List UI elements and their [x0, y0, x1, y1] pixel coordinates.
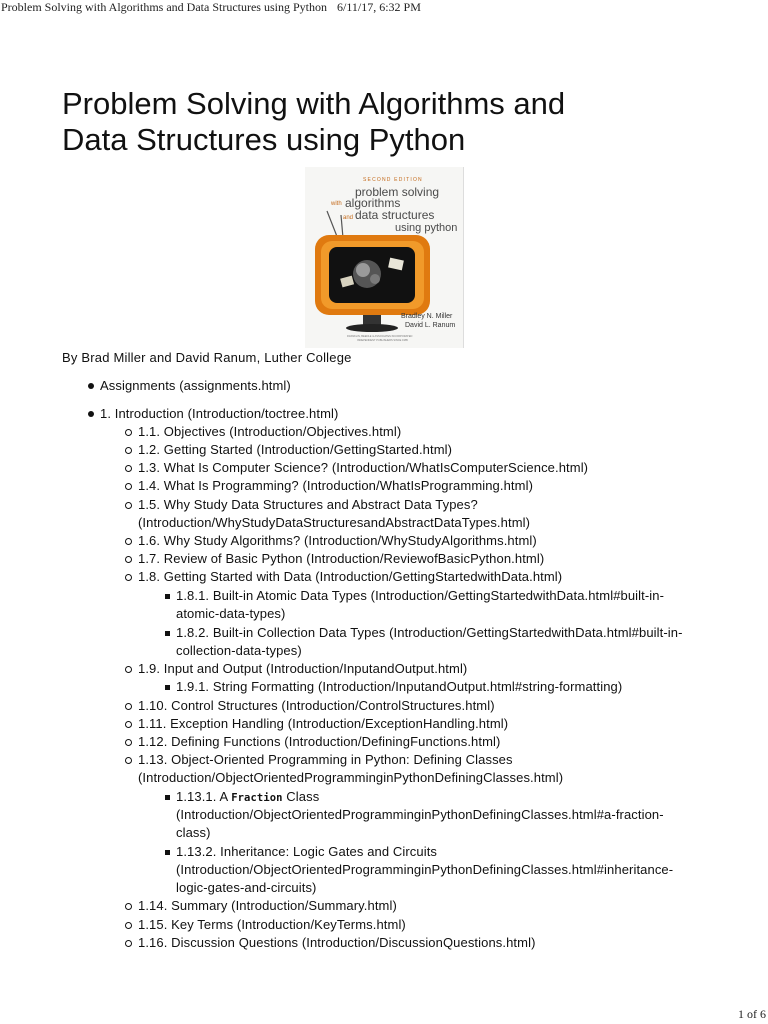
toc-item-label: 1.4. What Is Programming? (Introduction/WhatIsProgramming.html)	[138, 478, 533, 493]
toc-item-label: 1.8.2. Built-in Collection Data Types (Introduction/GettingStartedwithData.html#built-in-	[176, 625, 683, 640]
disc-bullet-icon	[88, 383, 94, 389]
toc-item-label: class)	[176, 825, 211, 840]
circle-bullet-icon	[125, 502, 132, 509]
cover-publisher-2: INDEPENDENT PUBLISHERS SINCE 1985	[357, 339, 408, 342]
toc-item-1-14[interactable]	[138, 897, 397, 915]
circle-bullet-icon	[125, 538, 132, 545]
toc-item-label: 1.14. Summary (Introduction/Summary.html)	[138, 898, 397, 913]
toc-item-label: (Introduction/WhyStudyDataStructuresandAbstractDataTypes.html)	[138, 515, 531, 530]
circle-bullet-icon	[125, 721, 132, 728]
square-bullet-icon	[165, 594, 170, 599]
cover-line-3-small: and	[343, 215, 354, 221]
toc-item-1-5-link[interactable]	[138, 514, 530, 532]
toc-item-1-1[interactable]	[138, 423, 401, 441]
square-bullet-icon	[165, 631, 170, 636]
toc-item-introduction[interactable]	[100, 405, 338, 423]
toc-item-label-suffix: Class	[282, 789, 320, 804]
circle-bullet-icon	[125, 703, 132, 710]
circle-bullet-icon	[125, 739, 132, 746]
toc-item-label: (Introduction/ObjectOrientedProgramminginPythonDefiningClasses.html#inheritance-	[176, 862, 674, 877]
toc-item-label: 1.10. Control Structures (Introduction/ControlStructures.html)	[138, 698, 495, 713]
toc-item-label: 1.12. Defining Functions (Introduction/DefiningFunctions.html)	[138, 734, 501, 749]
toc-item-1-5[interactable]	[138, 496, 478, 514]
cover-author-1: Bradley N. Miller	[401, 313, 453, 320]
toc-item-label: (Introduction/ObjectOrientedProgramminginPythonDefiningClasses.html#a-fraction-	[176, 807, 664, 822]
toc-item-label: 1.2. Getting Started (Introduction/GettingStarted.html)	[138, 442, 453, 457]
code-fraction: Fraction	[231, 792, 283, 804]
print-header-date: 6/11/17, 6:32 PM	[337, 0, 421, 14]
toc-item-1-7[interactable]	[138, 550, 544, 568]
toc-item-1-13-2[interactable]	[176, 843, 437, 861]
square-bullet-icon	[165, 850, 170, 855]
toc-item-1-8-2[interactable]	[176, 624, 683, 642]
toc-item-label: atomic-data-types)	[176, 606, 286, 621]
toc-item-1-6[interactable]	[138, 532, 537, 550]
toc-item-1-13[interactable]	[138, 751, 513, 769]
toc-item-label: logic-gates-and-circuits)	[176, 880, 317, 895]
toc-item-label: 1.11. Exception Handling (Introduction/ExceptionHandling.html)	[138, 716, 509, 731]
circle-bullet-icon	[125, 666, 132, 673]
toc-item-1-10[interactable]	[138, 697, 495, 715]
print-header-title: Problem Solving with Algorithms and Data Structures using Python	[1, 0, 327, 14]
cover-line-3: data structures	[355, 208, 435, 222]
toc-item-label: 1.9.1. String Formatting (Introduction/InputandOutput.html#string-formatting)	[176, 679, 623, 694]
toc-item-label: 1. Introduction (Introduction/toctree.html)	[100, 406, 339, 421]
toc-item-1-2[interactable]	[138, 441, 452, 459]
toc-item-1-13-1-cont-2[interactable]	[176, 824, 211, 842]
toc-item-label: 1.9. Input and Output (Introduction/InputandOutput.html)	[138, 661, 468, 676]
toc-item-label: 1.8.1. Built-in Atomic Data Types (Introduction/GettingStartedwithData.html#built-in-	[176, 588, 665, 603]
toc-item-1-11[interactable]	[138, 715, 508, 733]
circle-bullet-icon	[125, 940, 132, 947]
book-cover-image	[305, 167, 464, 348]
circle-bullet-icon	[125, 556, 132, 563]
cover-line-1: problem solving	[355, 185, 440, 199]
cover-line-2-small: with	[331, 201, 342, 207]
toc-item-1-3[interactable]	[138, 459, 588, 477]
circle-bullet-icon	[125, 429, 132, 436]
page-title	[62, 86, 722, 158]
circle-bullet-icon	[125, 903, 132, 910]
page-number: 1 of 6	[738, 1007, 766, 1021]
toc-item-1-9-1[interactable]	[176, 678, 622, 696]
toc-item-label: 1.3. What Is Computer Science? (Introduction/WhatIsComputerScience.html)	[138, 460, 589, 475]
toc-item-label: 1.13.2. Inheritance: Logic Gates and Circuits	[176, 844, 438, 859]
cover-publisher: FRANKLIN, BEEDLE & ASSOCIATES INCORPORATED	[347, 335, 413, 338]
toc-item-1-8-1-cont[interactable]	[176, 605, 285, 623]
toc-item-1-13-2-cont[interactable]	[176, 861, 673, 879]
toc-item-label: 1.16. Discussion Questions (Introduction/DiscussionQuestions.html)	[138, 935, 536, 950]
circle-bullet-icon	[125, 465, 132, 472]
book-cover-art	[305, 167, 463, 348]
toc-item-label: 1.5. Why Study Data Structures and Abstract Data Types?	[138, 497, 478, 512]
toc-item-1-13-1[interactable]	[176, 788, 319, 807]
toc-item-label: 1.13.1. A	[176, 789, 232, 804]
toc-item-label: 1.1. Objectives (Introduction/Objectives.html)	[138, 424, 402, 439]
page-title-line-2: Data Structures using Python	[62, 122, 466, 157]
print-header	[0, 0, 768, 16]
toc-item-1-8[interactable]	[138, 568, 562, 586]
toc-item-assignments[interactable]	[100, 377, 291, 395]
byline: By Brad Miller and David Ranum, Luther College	[62, 350, 352, 365]
cover-edition: SECOND EDITION	[363, 177, 423, 183]
toc-item-1-12[interactable]	[138, 733, 500, 751]
page-title-line-1: Problem Solving with Algorithms and	[62, 86, 566, 121]
cover-author-2: David L. Ranum	[405, 322, 456, 329]
square-bullet-icon	[165, 685, 170, 690]
toc-item-1-13-2-cont-2[interactable]	[176, 879, 317, 897]
disc-bullet-icon	[88, 411, 94, 417]
cover-line-4: using python	[395, 222, 458, 234]
toc-item-label: 1.13. Object-Oriented Programming in Python: Defining Classes	[138, 752, 513, 767]
cover-line-2: algorithms	[345, 196, 401, 210]
toc-item-1-13-1-cont[interactable]	[176, 806, 664, 824]
circle-bullet-icon	[125, 574, 132, 581]
toc-item-label: 1.8. Getting Started with Data (Introduction/GettingStartedwithData.html)	[138, 569, 563, 584]
circle-bullet-icon	[125, 483, 132, 490]
toc-item-label: Assignments (assignments.html)	[100, 378, 291, 393]
toc-item-label: 1.6. Why Study Algorithms? (Introduction/WhyStudyAlgorithms.html)	[138, 533, 537, 548]
toc-item-1-15[interactable]	[138, 916, 406, 934]
circle-bullet-icon	[125, 757, 132, 764]
square-bullet-icon	[165, 795, 170, 800]
toc-item-label: 1.7. Review of Basic Python (Introduction/ReviewofBasicPython.html)	[138, 551, 545, 566]
toc-item-1-8-2-cont[interactable]	[176, 642, 302, 660]
toc-item-1-8-1[interactable]	[176, 587, 664, 605]
toc-item-label: collection-data-types)	[176, 643, 302, 658]
toc-item-label: (Introduction/ObjectOrientedProgramminginPythonDefiningClasses.html)	[138, 770, 564, 785]
toc-item-1-4[interactable]	[138, 477, 533, 495]
circle-bullet-icon	[125, 922, 132, 929]
toc-item-label: 1.15. Key Terms (Introduction/KeyTerms.html)	[138, 917, 406, 932]
circle-bullet-icon	[125, 447, 132, 454]
toc-item-1-9[interactable]	[138, 660, 467, 678]
toc-item-1-16[interactable]	[138, 934, 536, 952]
toc-item-1-13-link[interactable]	[138, 769, 563, 787]
